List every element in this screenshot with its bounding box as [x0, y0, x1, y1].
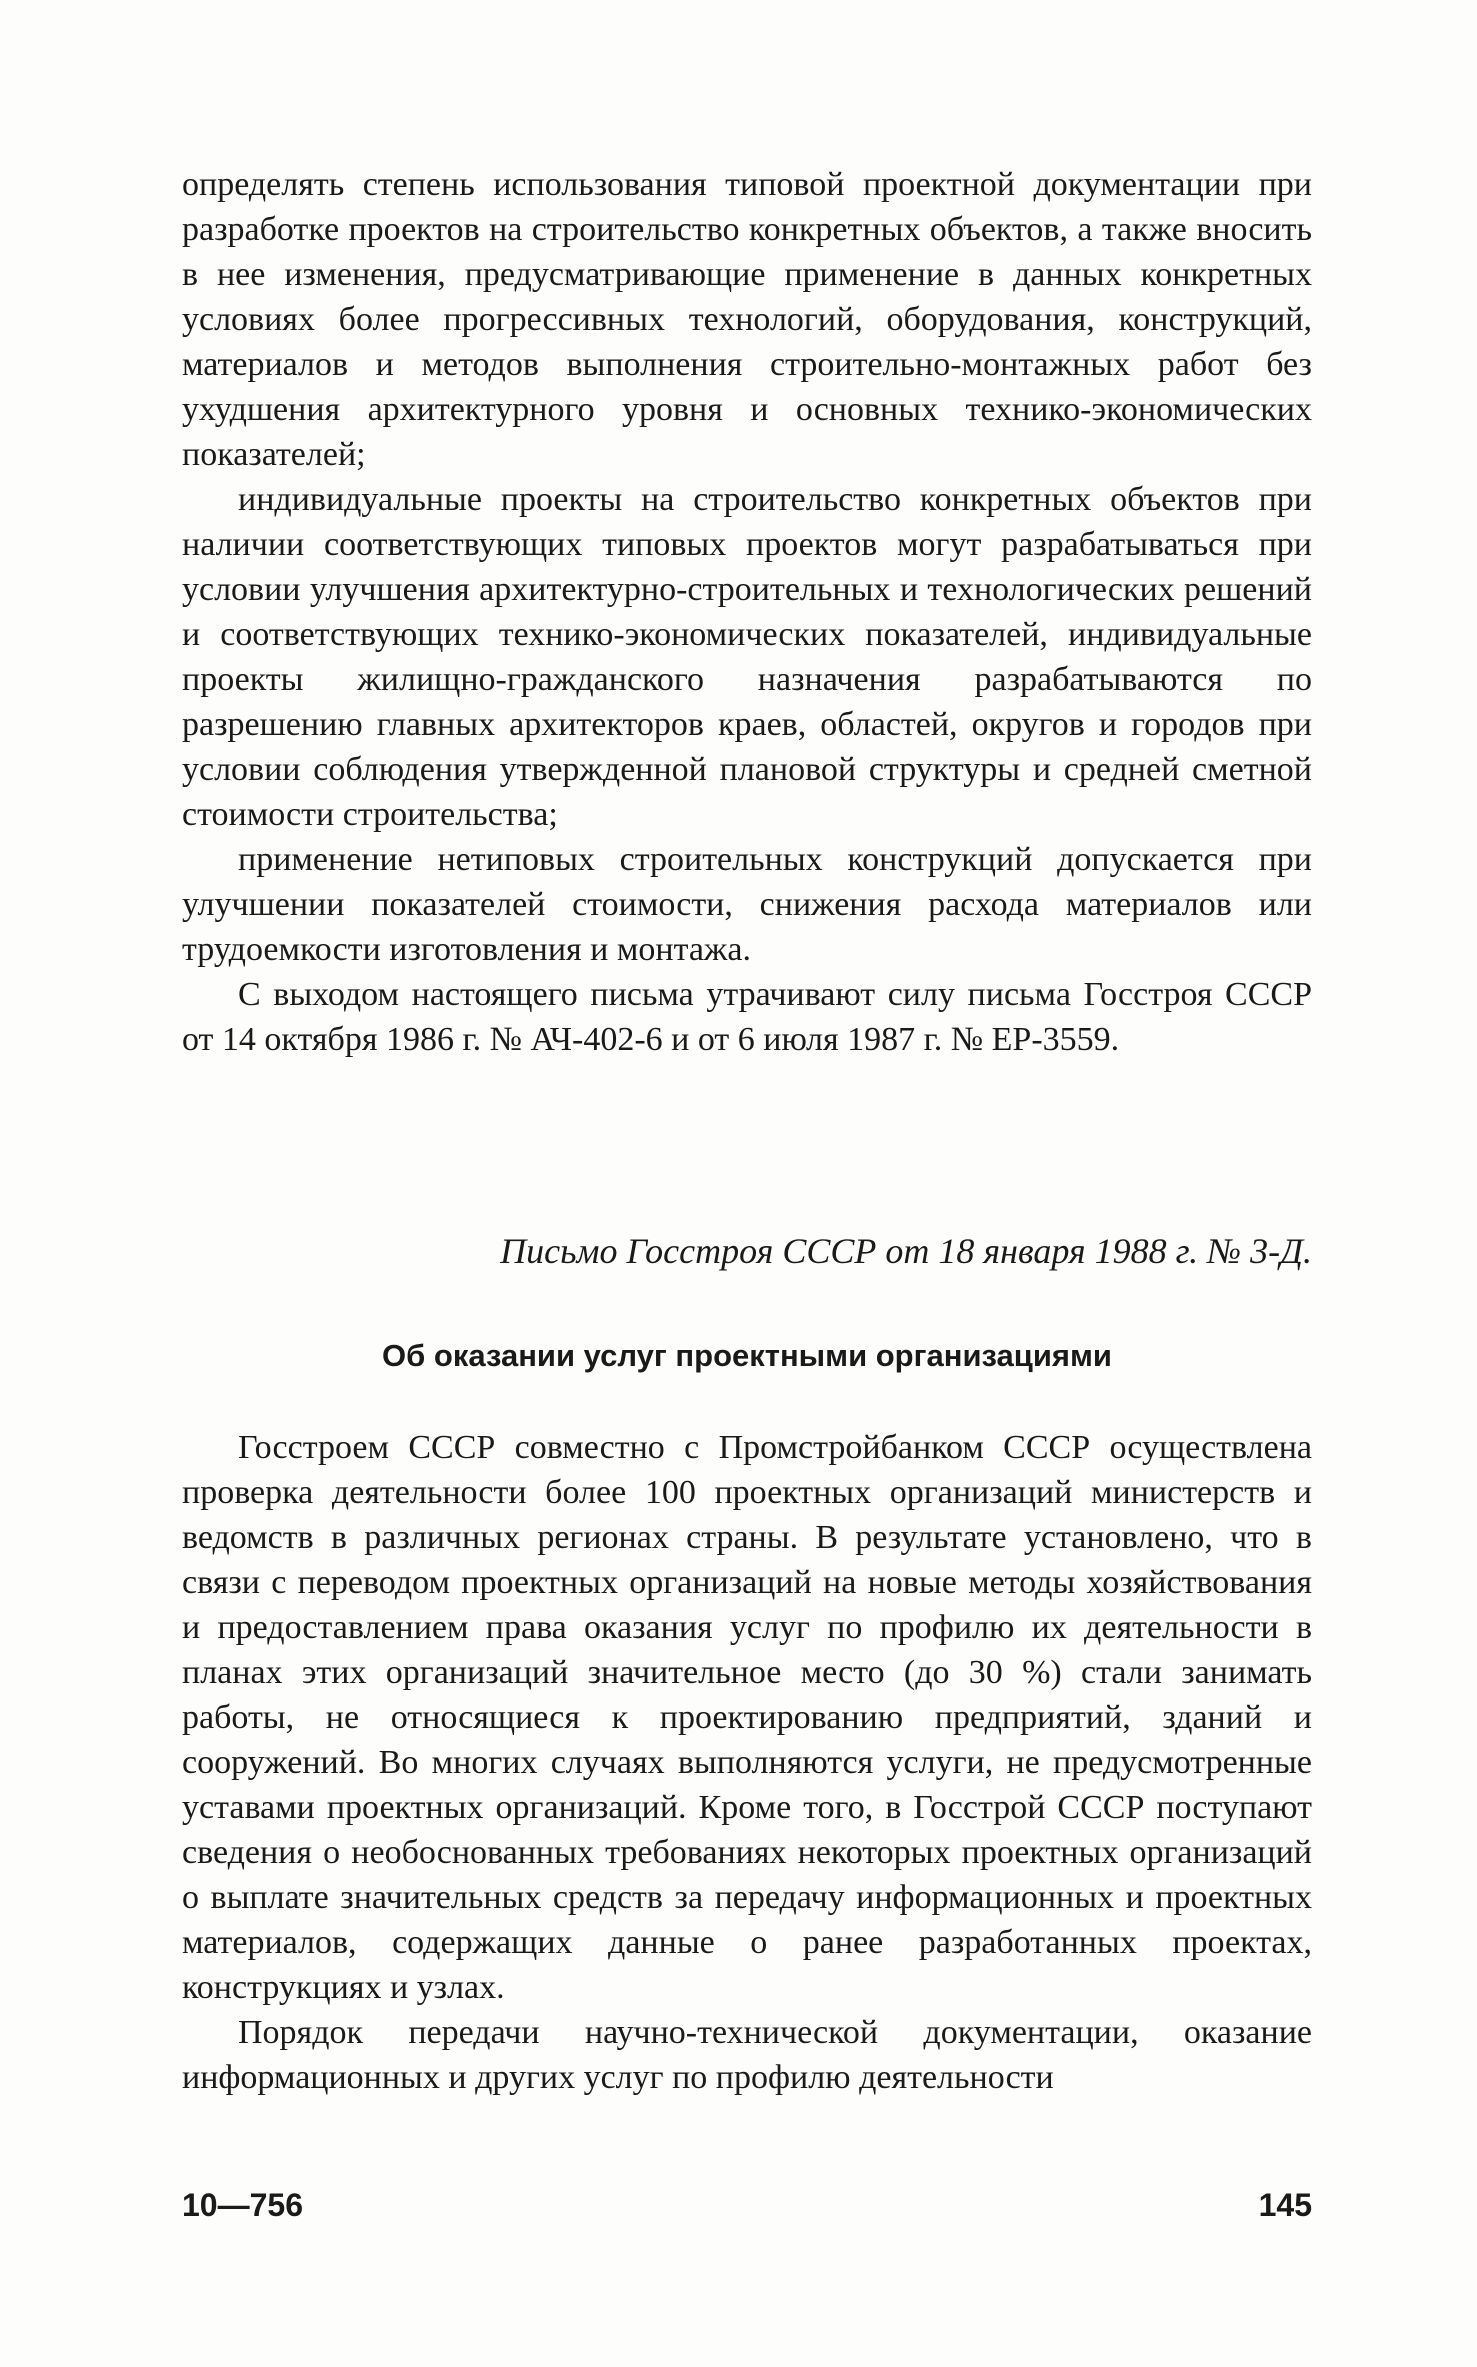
bottom-text-block — [182, 1425, 1312, 2100]
top-text-block — [182, 162, 1312, 1062]
paragraph: определять степень использования типовой проектной документации при разработке проектов на строительство конкретных объектов, а также вносить в нее изменения, предусматривающие применение в данных конкретных условиях более прогрессивных технологий, оборудования, конструкций, материалов и методов выполнения строительно-монтажных работ без ухудшения архитектурного уровня и основных технико-экономических показателей; — [182, 166, 1312, 473]
signature-mark: 10—756 — [182, 2187, 303, 2223]
section-heading: Об оказании услуг проектными организациями — [382, 1338, 1112, 1373]
paragraph: С выходом настоящего письма утрачивают силу письма Госстроя СССР от 14 октября 1986 г. № АЧ-402-6 и от 6 июля 1987 г. № ЕР-3559. — [182, 976, 1312, 1058]
paragraph: Порядок передачи научно-технической документации, оказание информационных и других услуг по профилю деятельности — [182, 2014, 1312, 2096]
page-number: 145 — [1258, 2187, 1312, 2223]
paragraph: Госстроем СССР совместно с Промстройбанком СССР осуществлена проверка деятельности более 100 проектных организаций министерств и ведомств в различных регионах страны. В результате установлено, что в связи с переводом проектных организаций на новые методы хозяйствования и предоставлением права оказания услуг по профилю их деятельности в планах этих организаций значительное место (до 30 %) стали занимать работы, не относящиеся к проектированию предприятий, зданий и сооружений. Во многих случаях выполняются услуги, не предусмотренные уставами проектных организаций. Кроме того, в Госстрой СССР поступают сведения о необоснованных требованиях некоторых проектных организаций о выплате значительных средств за передачу информационных и проектных материалов, содержащих данные о ранее разработанных проектах, конструкциях и узлах. — [182, 1429, 1312, 2006]
paragraph: применение нетиповых строительных конструкций допускается при улучшении показателей стоимости, снижения расхода материалов или трудоемкости изготовления и монтажа. — [182, 841, 1312, 968]
letter-signature: Письмо Госстроя СССР от 18 января 1988 г. № 3-Д. — [500, 1231, 1312, 1271]
paragraph: индивидуальные проекты на строительство конкретных объектов при наличии соответствующих типовых проектов могут разрабатываться при условии улучшения архитектурно-строительных и технологических решений и соответствующих технико-экономических показателей, индивидуальные проекты жилищно-гражданского назначения разрабатываются по разрешению главных архитекторов краев, областей, округов и городов при условии соблюдения утвержденной плановой структуры и средней сметной стоимости строительства; — [182, 481, 1312, 833]
